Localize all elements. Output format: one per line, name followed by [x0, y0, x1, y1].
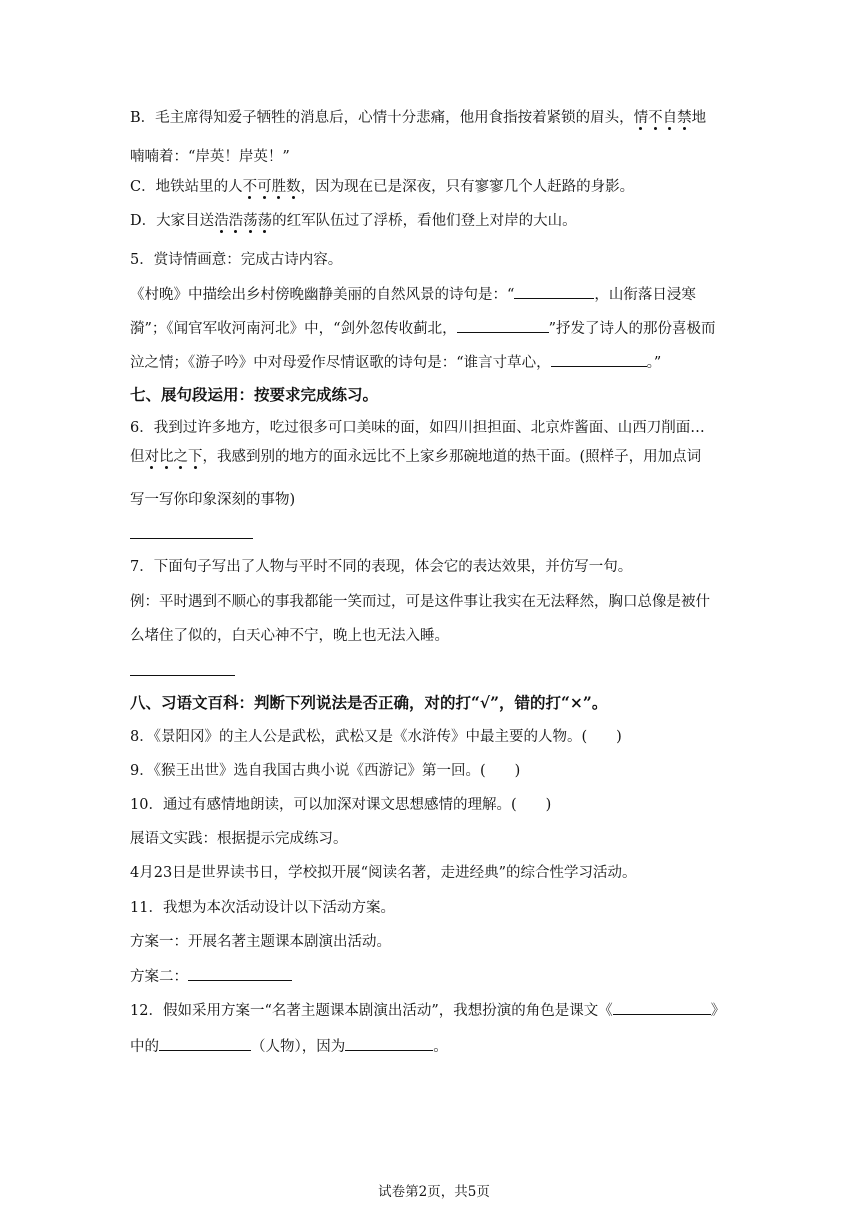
dotted-char: 之	[173, 449, 188, 465]
plan-2-label: 方案二：	[130, 969, 188, 985]
answer-blank[interactable]	[613, 1000, 711, 1015]
answer-blank[interactable]	[514, 284, 594, 299]
question-6-line-3: 写一写你印象深刻的事物)	[130, 492, 296, 508]
dotted-char: 对	[144, 449, 159, 465]
option-c-text-end: ，因为现在已是深夜，只有寥寥几个人赶路的身影。	[300, 179, 635, 195]
q12-text: 》	[710, 1003, 726, 1019]
plan-1: 方案一：开展名著主题课本剧演出活动。	[130, 934, 391, 950]
q6-text: 但	[130, 449, 145, 465]
answer-blank[interactable]	[188, 966, 292, 981]
question-10: 10．通过有感情地朗读，可以加深对课文思想感情的理解。( )	[130, 797, 552, 813]
question-6-line-1: 6．我到过许多地方，吃过很多可口美味的面，如四川担担面、北京炸酱面、山西刀削面…	[130, 420, 705, 436]
q12-text: 12．假如采用方案一“名著主题课本剧演出活动”，我想扮演的角色是课文《	[130, 1003, 613, 1019]
dotted-char: 荡	[257, 213, 273, 229]
question-11: 11．我想为本次活动设计以下活动方案。	[130, 900, 395, 916]
question-12-line-2	[130, 1036, 448, 1057]
poem-text: 漪”；《闻官军收河南河北》中，“剑外忽传收蓟北，	[130, 321, 457, 337]
dotted-char: 情	[633, 110, 649, 126]
q6-text: ，我感到别的地方的面永远比不上家乡那碗地道的热干面。(照样子，用加点词	[202, 449, 702, 465]
dotted-char: 不	[242, 179, 258, 195]
question-5: 5．赏诗情画意：完成古诗内容。	[130, 252, 343, 268]
dotted-char: 自	[662, 110, 678, 126]
option-d-text: D．大家目送	[130, 213, 215, 229]
answer-blank[interactable]	[551, 352, 647, 367]
option-c	[130, 177, 634, 197]
dotted-char: 下	[188, 449, 203, 465]
poem-text: 《村晚》中描绘出乡村傍晚幽静美丽的自然风景的诗句是：“	[130, 287, 515, 303]
answer-blank[interactable]	[159, 1036, 251, 1051]
dotted-char: 禁	[677, 110, 692, 126]
question-7: 7．下面句子写出了人物与平时不同的表现，体会它的表达效果，并仿写一句。	[130, 559, 633, 575]
poem-text: ”抒发了诗人的那份喜极而	[548, 321, 716, 337]
q12-text: 中的	[130, 1039, 159, 1055]
example-line-1: 例：平时遇到不顺心的事我都能一笑而过，可是这件事让我实在无法释然，胸口总像是被什	[130, 594, 710, 610]
question-9: 9．《猴王出世》选自我国古典小说《西游记》第一回。( )	[130, 763, 521, 779]
poem-text: 。”	[646, 355, 662, 371]
answer-line-6[interactable]	[130, 538, 253, 539]
q12-text: 。	[433, 1039, 448, 1055]
activity-intro: 4月23日是世界读书日，学校拟开展“阅读名著，走进经典”的综合性学习活动。	[130, 865, 637, 881]
dotted-char: 胜	[271, 179, 287, 195]
poem-text: 泣之情；《游子吟》中对母爱作尽情讴歌的诗句是：“谁言寸草心，	[130, 355, 551, 371]
option-b-line-2: 喃喃着：“岸英！岸英！”	[130, 149, 290, 165]
option-d-text-end: 的红军队伍过了浮桥，看他们登上对岸的大山。	[272, 213, 577, 229]
option-d	[130, 211, 577, 231]
poem-line-1	[130, 284, 696, 305]
option-b-line-1	[130, 108, 706, 128]
answer-blank[interactable]	[345, 1036, 433, 1051]
option-b-text-end: 地	[691, 110, 707, 126]
dotted-char: 浩	[214, 213, 229, 229]
dotted-char: 数	[286, 179, 301, 195]
answer-blank[interactable]	[457, 318, 549, 333]
practice-heading: 展语文实践：根据提示完成练习。	[130, 831, 348, 847]
example-line-2: 么堵住了似的，白天心神不宁，晚上也无法入睡。	[130, 628, 449, 644]
plan-2	[130, 966, 292, 987]
dotted-char: 比	[159, 449, 174, 465]
poem-text: ，山衔落日浸寒	[594, 287, 696, 303]
answer-line-7[interactable]	[130, 675, 235, 676]
dotted-char: 浩	[228, 213, 244, 229]
poem-line-3	[130, 352, 661, 373]
section-7-heading: 七、展句段运用：按要求完成练习。	[130, 385, 379, 404]
dotted-char: 不	[648, 110, 663, 126]
dotted-char: 荡	[243, 213, 258, 229]
page-footer: 试卷第2页，共5页	[378, 1184, 490, 1200]
section-8-heading: 八、习语文百科：判断下列说法是否正确，对的打“√”，错的打“×”。	[130, 693, 608, 712]
question-12-line-1	[130, 1000, 725, 1021]
poem-line-2	[130, 318, 716, 339]
option-c-text: C．地铁站里的人	[130, 179, 243, 195]
question-8: 8．《景阳冈》的主人公是武松，武松又是《水浒传》中最主要的人物。( )	[130, 729, 622, 745]
option-b-text: B．毛主席得知爱子牺牲的消息后，心情十分悲痛，他用食指按着紧锁的眉头，	[130, 110, 634, 126]
question-6-line-2	[130, 447, 701, 467]
dotted-char: 可	[257, 179, 272, 195]
q12-text: （人物），因为	[251, 1039, 346, 1055]
